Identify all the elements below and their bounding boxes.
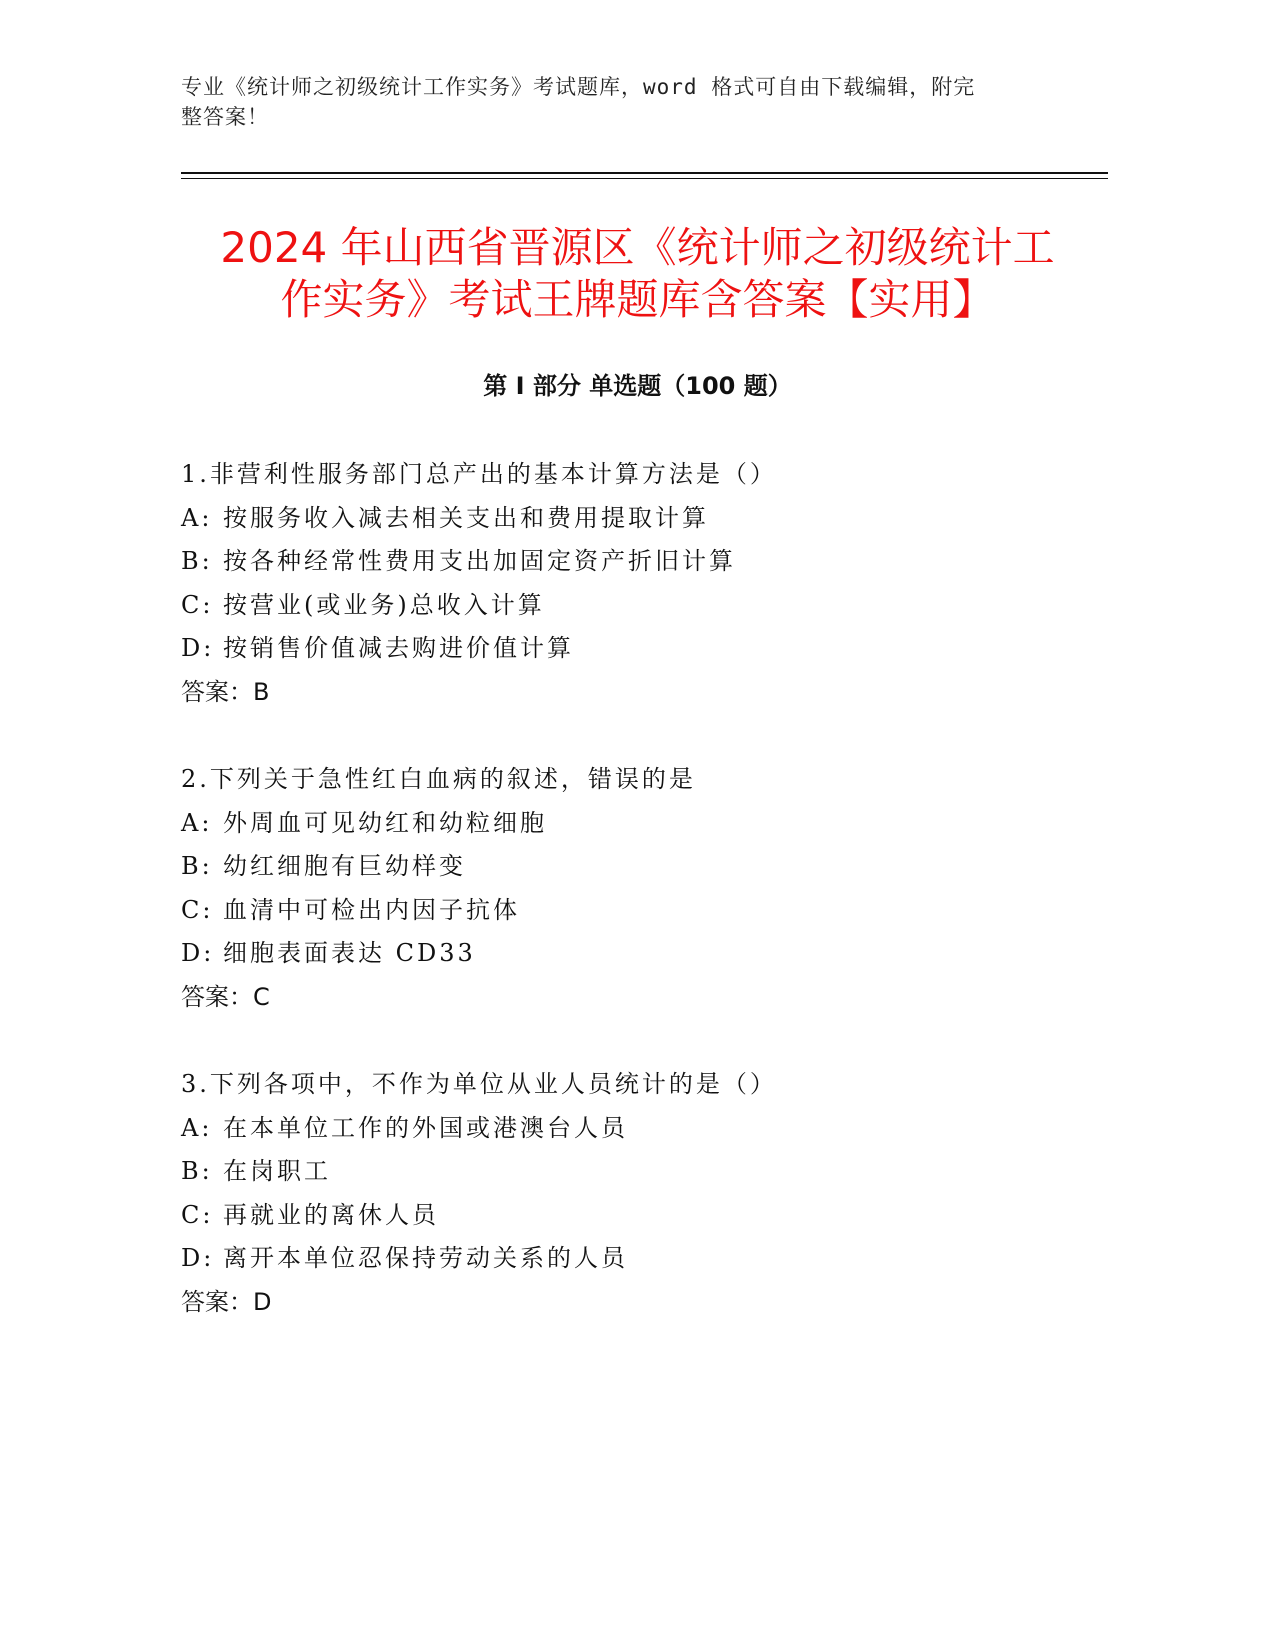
option-a <box>181 497 1081 541</box>
option-a <box>181 802 1081 846</box>
answer-prefix: 答案： <box>181 677 253 706</box>
option-letter: A: <box>181 503 213 532</box>
question-1 <box>181 453 1081 714</box>
answer-prefix: 答案： <box>181 1287 253 1316</box>
option-c <box>181 889 1081 933</box>
question-stem: 2.下列关于急性红白血病的叙述，错误的是 <box>181 765 696 793</box>
option-text: 血清中可检出内因子抗体 <box>223 895 520 924</box>
document-title-line-1: 2024 年山西省晋源区《统计师之初级统计工 <box>220 223 1055 272</box>
option-b <box>181 845 1081 889</box>
option-text: 细胞表面表达 CD33 <box>223 939 476 967</box>
option-letter: B: <box>181 547 213 575</box>
option-text: 离开本单位忍保持劳动关系的人员 <box>223 1244 628 1272</box>
option-letter: B: <box>181 1157 213 1185</box>
answer-value: D <box>253 1287 272 1316</box>
option-letter: D: <box>181 634 215 662</box>
header-note <box>181 72 1041 132</box>
option-text: 外周血可见幼红和幼粒细胞 <box>223 808 547 837</box>
header-divider-thick <box>181 172 1108 174</box>
answer-line <box>181 671 1081 715</box>
option-text: 在本单位工作的外国或港澳台人员 <box>223 1113 628 1142</box>
option-b <box>181 540 1081 584</box>
option-c <box>181 1194 1081 1238</box>
answer-line <box>181 1281 1081 1325</box>
answer-value: C <box>253 982 270 1011</box>
document-title-line-2: 作实务》考试王牌题库含答案【实用】 <box>280 275 995 324</box>
option-letter: D: <box>181 1244 215 1272</box>
option-letter: B: <box>181 852 213 880</box>
option-text: 幼红细胞有巨幼样变 <box>223 852 466 880</box>
option-text: 在岗职工 <box>223 1157 331 1185</box>
option-d <box>181 627 1081 671</box>
question-stem: 1.非营利性服务部门总产出的基本计算方法是（） <box>181 460 777 488</box>
option-text: 按销售价值减去购进价值计算 <box>223 634 574 662</box>
option-letter: A: <box>181 1113 213 1142</box>
option-text: 按营业(或业务)总收入计算 <box>223 590 545 619</box>
option-letter: C: <box>181 590 214 619</box>
option-letter: D: <box>181 939 215 967</box>
option-d <box>181 1237 1081 1281</box>
question-stem: 3.下列各项中，不作为单位从业人员统计的是（） <box>181 1070 777 1098</box>
option-d <box>181 932 1081 976</box>
header-note-line-1: 专业《统计师之初级统计工作实务》考试题库，word 格式可自由下载编辑，附完 <box>181 75 976 99</box>
question-2 <box>181 758 1081 1019</box>
question-3 <box>181 1063 1081 1324</box>
section-heading: 第 I 部分 单选题（100 题） <box>483 372 792 400</box>
header-divider-thin <box>181 178 1108 179</box>
header-note-line-2: 整答案！ <box>181 105 269 129</box>
option-letter: C: <box>181 1200 214 1229</box>
answer-line <box>181 976 1081 1020</box>
document-title <box>181 222 1094 326</box>
option-c <box>181 584 1081 628</box>
answer-prefix: 答案： <box>181 982 253 1011</box>
option-text: 按各种经常性费用支出加固定资产折旧计算 <box>223 547 736 575</box>
option-text: 按服务收入减去相关支出和费用提取计算 <box>223 503 709 532</box>
option-letter: A: <box>181 808 213 837</box>
option-a <box>181 1107 1081 1151</box>
answer-value: B <box>253 677 270 706</box>
option-text: 再就业的离休人员 <box>223 1200 439 1229</box>
option-letter: C: <box>181 895 214 924</box>
option-b <box>181 1150 1081 1194</box>
